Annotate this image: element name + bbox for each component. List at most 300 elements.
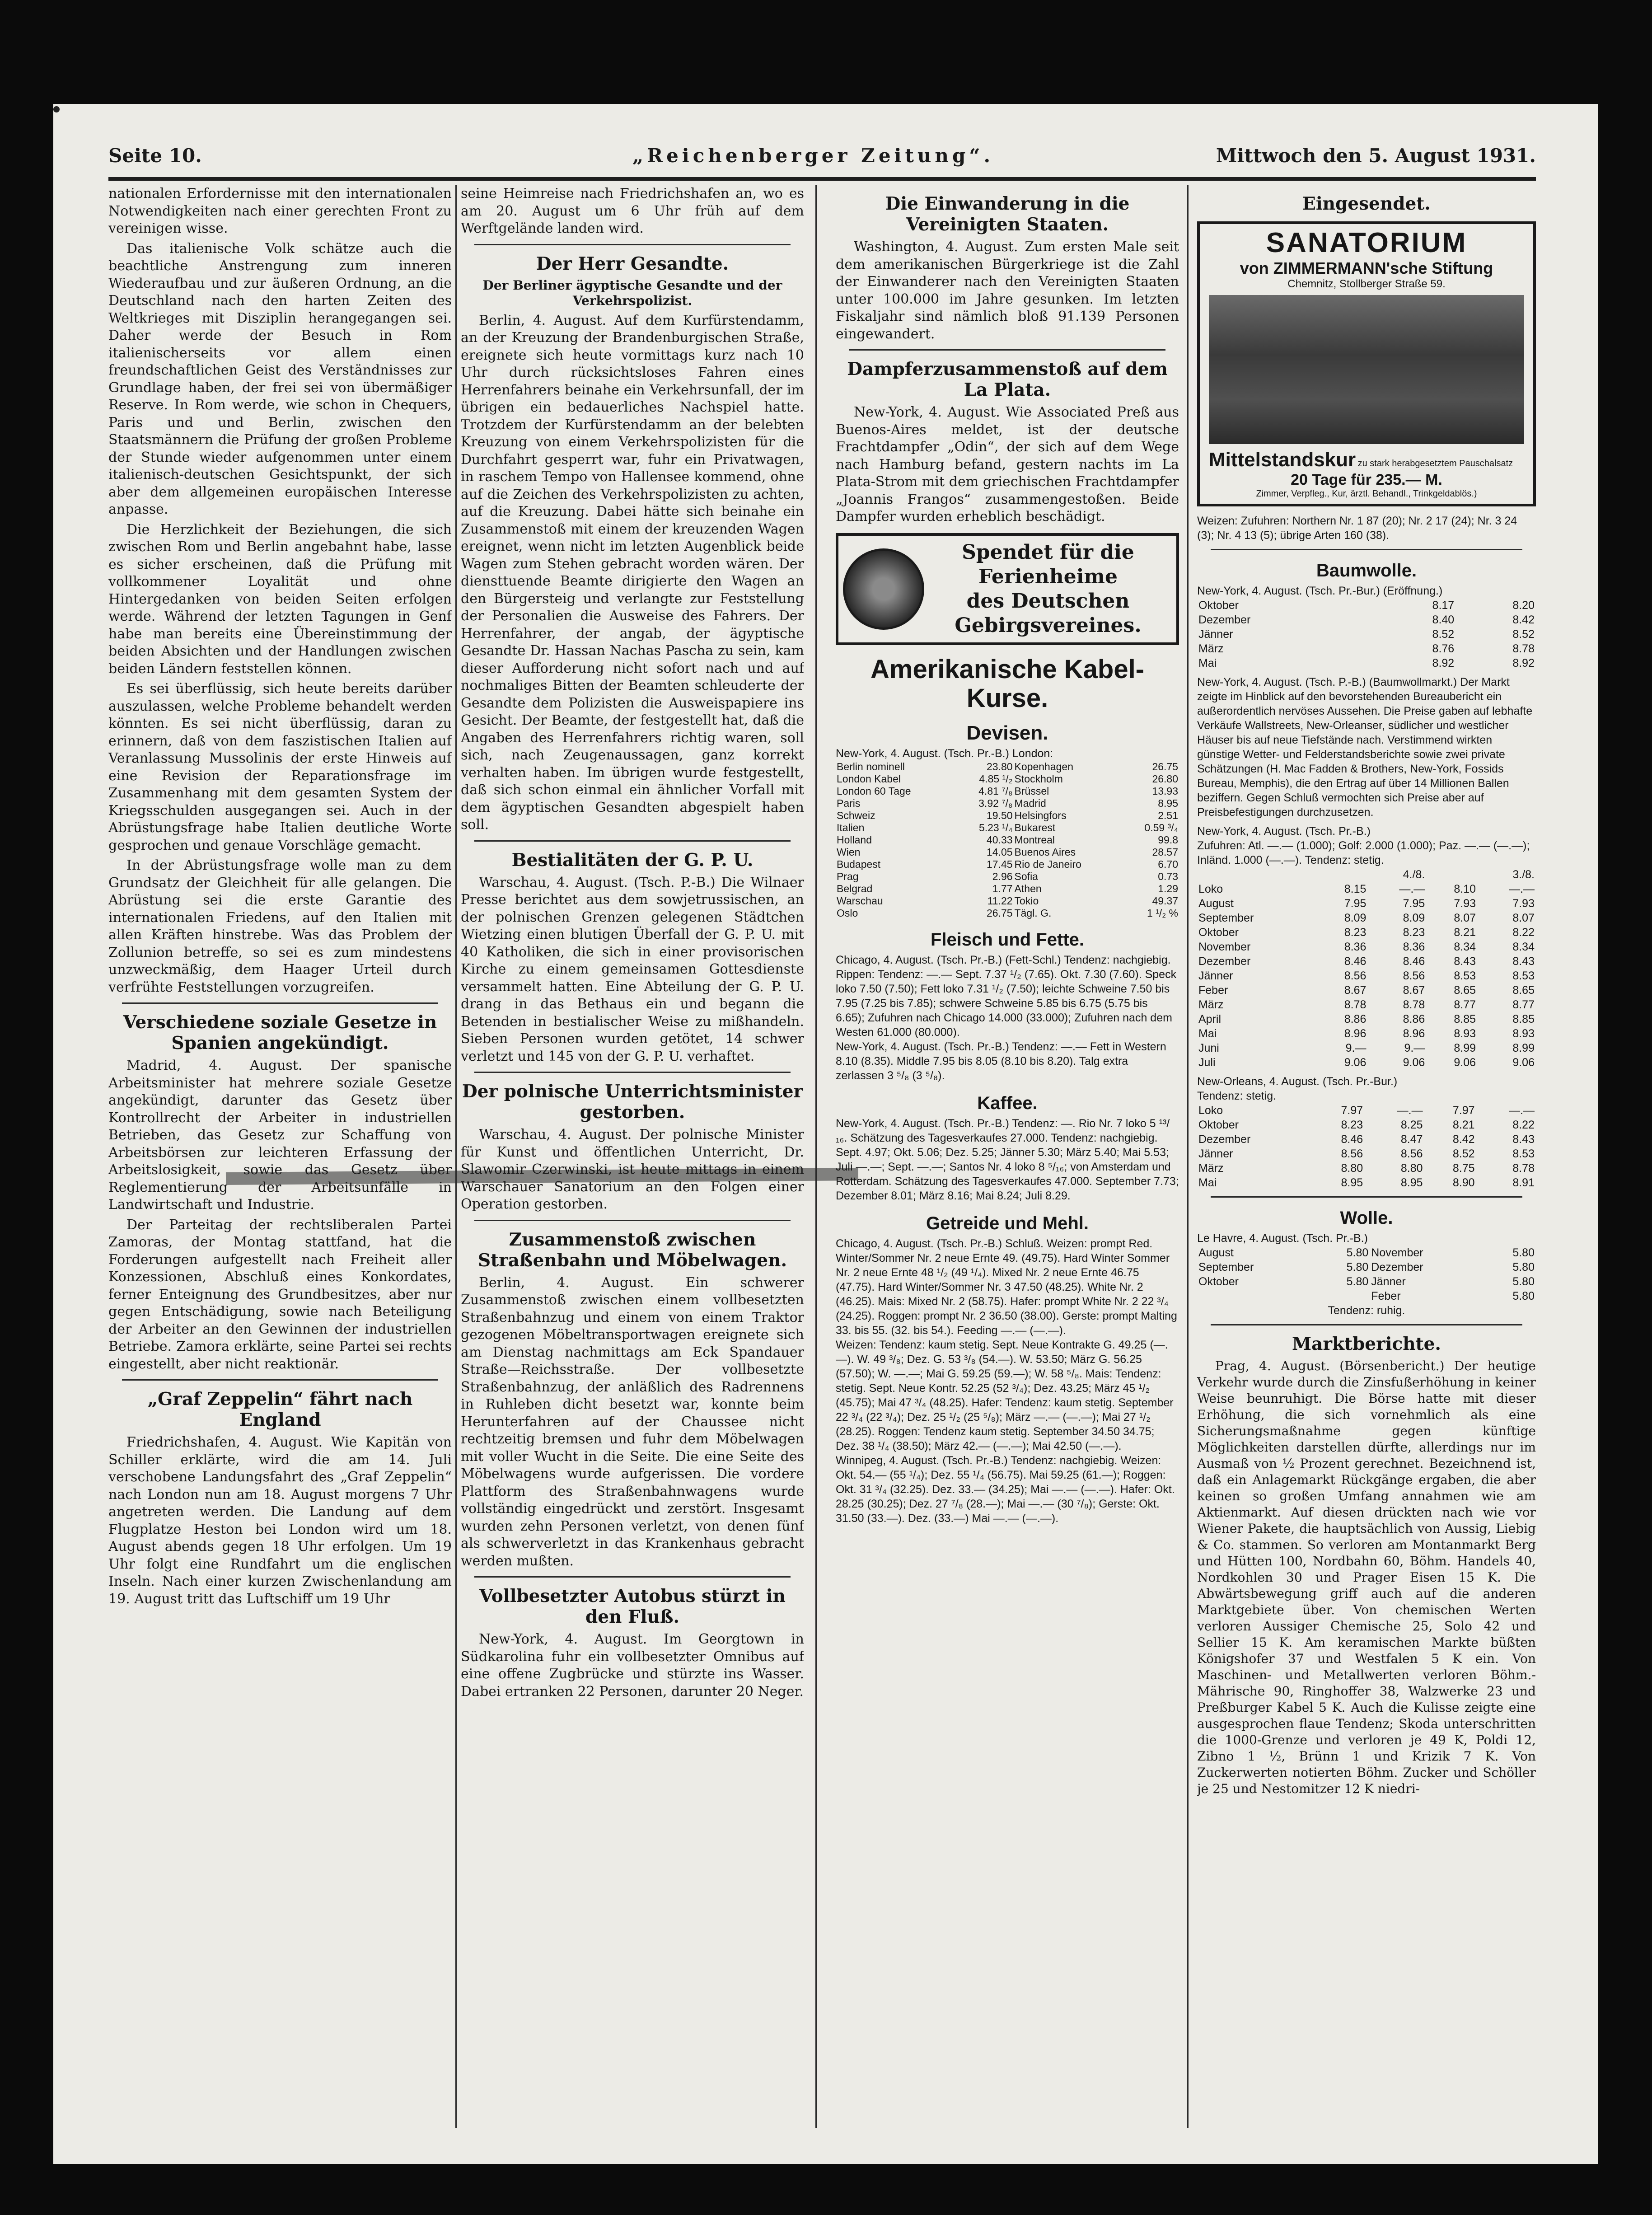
table-cell: Oktober [1198,1275,1239,1288]
table-cell: 3.92 ⁷/₈ [978,797,1013,809]
article-paragraph: Washington, 4. August. Zum ersten Male seit dem amerikanischen Bürgerkriege ist die Zahl der Einwanderer nach den Vereinigten Staaten unter 100.000 im Jahre gesunken. Im letzten Fiskaljahr sind nämlich bloß 91.139 Personen eingewandert. [836,239,1179,342]
article-paragraph: Madrid, 4. August. Der spanische Arbeitsminister hat mehrere soziale Gesetze angekündigt, darunter das Gesetz über Kontrollrecht der Arbeiter in industriellen Betrieben, das Gesetz zur Schaffung von Arbeitsbörsen zur leichteren Erfassung der Arbeitslosigkeit, sowie das Gesetz über Reglementierung der Arbeitsunfälle in Landwirtschaft und Industrie. [108,1058,452,1213]
table-cell: 1.77 [992,882,1013,894]
table-cell: Mai [1198,1027,1217,1040]
table-cell: 4.81 ⁷/₈ [978,785,1013,797]
devisen-header: New-York, 4. August. (Tsch. Pr.-B.) London: [836,747,1053,760]
table-cell: 8.80 [1400,1162,1423,1175]
article-paragraph: New-York, 4. August. Im Georgtown in Südkarolina fuhr ein vollbesetzter Omnibus auf eine offene Zugbrücke und stürzte ins Wasser. Dabei ertranken 22 Personen, darunter 20 Neger. [461,1631,804,1700]
weizen-zufuhren: Weizen: Zufuhren: Northern Nr. 1 87 (20); Nr. 2 17 (24); Nr. 3 24 (3); Nr. 4 13 (5); übrige Arten 160 (38). [1197,515,1517,542]
table-cell: 8.96 [1344,1027,1367,1040]
table-cell: 8.77 [1454,998,1476,1011]
table-cell: Stockholm [1014,773,1063,785]
table-cell: Jänner [1198,1147,1233,1160]
table-cell: 8.23 [1403,926,1425,939]
table-cell: Jänner [1198,969,1233,982]
table-cell: Dezember [1198,613,1251,626]
table-cell: 8.99 [1454,1042,1476,1054]
table-cell: 8.95 [1341,1176,1363,1189]
table-cell: 40.33 [986,834,1013,846]
getreide-report: Chicago, 4. August. (Tsch. Pr.-B.) Schluß. Weizen: prompt Red. Winter/Sommer Nr. 2 neue Ernte 49. (49.75). Hard Winter Sommer Nr. 2 neue Ernte 48 ¹/₂ (49 ¹/₄). Mixed Nr. 2 neue Ernte 46.75 (47.75). Hard Winter/Sommer Nr. 3 47.50 (48.25). White Nr. 2 (46.25). Mais: Mixed Nr. 2 (58.75). Hafer: prompt White Nr. 2 22 ³/₄ (24.25). Roggen: prompt Nr. 2 36.50 (38.00). Gerste: prompt Malting 33. bis 55. (32. bis 54.). Feeding —.— (—.—). [836,1237,1177,1337]
devisen-row [836,822,1179,834]
table-cell: 5.80 [1512,1246,1535,1259]
table-cell: 8.86 [1344,1013,1367,1026]
table-cell: 8.95 [1158,797,1178,809]
baumwolle-header: New-York, 4. August. (Tsch. Pr.-Bur.) (Eröffnung.) [1197,585,1443,597]
baumwolle-row [1197,925,1536,940]
ad-line: des Deutschen [966,589,1130,613]
table-cell: 9.— [1345,1042,1367,1054]
column-divider [1187,185,1189,2128]
table-cell: Dezember [1198,1133,1251,1146]
headline-spain: Verschiedene soziale Gesetze in Spanien angekündigt. [123,1012,437,1054]
table-cell: 8.52 [1452,1147,1475,1160]
table-cell: Paris [837,797,861,809]
devisen-row [836,858,1179,871]
table-cell: 7.93 [1454,897,1476,910]
baumwolle-row [1197,613,1536,627]
table-cell: 23.80 [986,760,1013,773]
sanatorium-building-image [1209,295,1524,444]
table-cell: März [1198,1162,1224,1175]
table-cell: 8.53 [1454,969,1476,982]
article-paragraph: New-York, 4. August. Wie Associated Preß aus Buenos-Aires meldet, ist der deutsche Frachtdampfer „Odin“, der sich auf dem Wege nach Hamburg befand, gestern nachts im La Plata-Strom mit dem griechischen Frachtdampfer „Joannis Frangos“ zusammengestoßen. Beide Dampfer wurden erheblich beschädigt. [836,404,1179,524]
baumwolle-row [1197,954,1536,969]
table-cell: 5.80 [1346,1275,1369,1288]
table-cell: Feber [1198,984,1228,997]
marktberichte-title: Marktberichte. [1292,1334,1441,1354]
sanatorium-kur: Mittelstandskur [1209,449,1356,471]
wolle-row [1197,1246,1536,1260]
table-cell: 8.95 [1400,1176,1423,1189]
table-cell: 5.80 [1512,1290,1535,1302]
devisen-row [836,773,1179,785]
devisen-row [836,785,1179,797]
baumwolle-row [1197,656,1536,670]
baumwolle-row [1197,896,1536,911]
table-cell: November [1371,1246,1423,1259]
article-paragraph: seine Heimreise nach Friedrichshafen an, wo es am 20. August um 6 Uhr früh auf dem Werftgelände landen wird. [461,186,804,236]
table-cell: 8.53 [1512,969,1535,982]
table-cell: 9.06 [1344,1056,1367,1069]
table-cell: Loko [1198,883,1223,895]
table-cell: 5.80 [1512,1275,1535,1288]
table-cell: Athen [1014,882,1042,894]
page-header [108,145,1536,181]
table-cell: 8.52 [1512,628,1535,641]
table-cell: Oktober [1198,599,1239,612]
table-cell: 8.67 [1344,984,1367,997]
baumwolle-ny-zufuhren: Zufuhren: Atl. —.— (1.000); Golf: 2.000 (1.000); Paz. —.— (—.—); Inländ. 1.000 (—.—). Tendenz: stetig. [1197,839,1530,866]
article-paragraph: Warschau, 4. August. (Tsch. P.-B.) Die Wilnaer Presse berichtet aus dem sowjetrussischen, an der polnischen Grenzen gelegenen Städtchen Wietzing einen blutigen Überfall der G. P. U. mit 40 Katholiken, die sich in einer provisorischen Kirche zu einem gemeinsamen Gottesdienste versammelt hatten. Eine Abteilung der G. P. U. drang in das Bethaus ein und begann die Betenden in bestialischer Weise zu mißhandeln. Sieben Personen wurden getötet, 14 schwer verletzt und 145 von der G. P. U. verhaftet. [461,874,804,1064]
table-cell: 26.80 [1152,773,1178,785]
table-cell: Prag [837,870,859,882]
table-cell: 8.34 [1512,941,1535,953]
section-rule [474,1576,791,1578]
issue-date: Mittwoch den 5. August 1931. [1216,145,1536,167]
column-4 [1197,185,1536,1800]
table-cell: 8.78 [1344,998,1367,1011]
table-cell: 8.96 [1403,1027,1425,1040]
ad-line: Ferienheime [978,565,1118,588]
table-cell: 8.21 [1452,1119,1475,1131]
baumwolle-row [1197,1055,1536,1070]
date-col: 4./8. [1403,868,1425,881]
table-cell: 8.77 [1512,998,1535,1011]
getreide-report: Weizen: Tendenz: kaum stetig. Sept. Neue Kontrakte G. 49.25 (—.—). W. 49 ³/₈; Dez. G. 53 ³/₈ (54.—). W. 53.50; März G. 56.25 (57.50); W. —.—; Mai G. 59.25 (59.—); W. 58 ⁵/₈. Mais: Tendenz: stetig. Sept. Neue Kontr. 52.25 (52 ³/₄); Dez. 43.25; März 45 ¹/₂ (45.75); Mai 47 ³/₄ (48.25). Hafer: Tendenz: kaum stetig. September 22 ³/₄ (22 ³/₄); Dez. 25 ¹/₂ (25 ⁵/₈); März —.— (—.—); Mai 27 ¹/₂ (28.25). Roggen: Tendenz kaum stetig. September 34.50 34.75; Dez. 38 ¹/₄ (38.50); März 42.— (—.—); Mai 42.50 (—.—). [836,1338,1174,1452]
devisen-title: Devisen. [966,721,1048,744]
baumwolle-row [1197,1132,1536,1147]
header-rule [108,177,1536,181]
table-cell: 8.36 [1344,941,1367,953]
table-cell: September [1198,1261,1254,1274]
table-cell: 8.85 [1454,1013,1476,1026]
baumwolle-row [1197,997,1536,1012]
wolle-row [1197,1260,1536,1274]
table-cell: 99.8 [1158,834,1178,846]
devisen-row [836,761,1179,773]
table-cell: 8.42 [1452,1133,1475,1146]
table-cell: Italien [837,821,865,834]
table-cell: 8.40 [1432,613,1455,626]
table-cell: 8.07 [1454,912,1476,924]
article-paragraph: Der Parteitag der rechtsliberalen Partei Zamoras, der Montag stattfand, hat die Forderungen aufgestellt nach Freiheit aller Konzessionen, Abschluß eines Konkordates, ferner Enteignung des Grundbesitzes, aber nur gegen Entschädigung, sowie nach Beteiligung der Arbeiter an den Gewinnen der industriellen Betriebe. Zamora erklärte, seine Partei sei rechts eingestellt, aber nicht reaktionär. [108,1217,452,1372]
devisen-row [836,846,1179,858]
gebirgsverein-seal-icon [843,548,924,630]
headline-zeppelin: „Graf Zeppelin“ fährt nach England [147,1389,413,1430]
table-cell: 8.09 [1403,912,1425,924]
table-cell: 7.93 [1512,897,1535,910]
table-cell: 7.97 [1341,1104,1363,1117]
article-paragraph: Berlin, 4. August. Ein schwerer Zusammenstoß zwischen einem vollbesetzten Straßenbahnzug und einem von einem Traktor gezogenen Möbeltransportwagen ereignete sich am Dienstag nachmittags am Eck Spandauer Straße—Reichsstraße. Der vollbesetzte Straßenbahnzug, der anläßlich des Radrennens in Ruhleben dicht besetzt war, konnte beim Herunterfahren auf der Chaussee nicht rechtzeitig bremsen und fuhr dem Möbelwagen mit voller Wucht in die Seite. Die eine Seite des Möbelwagens wurde aufgerissen. Die vordere Plattform des Straßenbahnwagens wurde vollständig eingedrückt und zerstört. Insgesamt wurden zehn Personen verletzt, von denen fünf als schwerverletzt in das Krankenhaus gebracht werden mußten. [461,1274,804,1569]
article-paragraph: In der Abrüstungsfrage wolle man zu dem Grundsatz der Gleichheit für alle gelangen. Die Abrüstung sei die erste Garantie des internationalen Friedens, auf den Italien mit allen Kräften hinstrebe. Was das Problem der Zollunion betreffe, so sei es zum mindestens unzweckmäßig, dem Haager Urteil durch verfrühte Feststellungen vorzugreifen. [108,857,452,995]
section-rule [122,1379,438,1381]
table-cell: Wien [837,846,861,858]
table-cell: 8.25 [1400,1119,1423,1131]
column-3 [836,185,1179,1526]
table-cell: 28.57 [1152,846,1178,858]
sanatorium-subtitle: von ZIMMERMANN'sche Stiftung [1240,259,1493,277]
table-cell: 8.76 [1432,642,1455,655]
article-paragraph: Warschau, 4. August. Der polnische Minister für Kunst und öffentlichen Unterricht, Dr. Slawomir Czerwinski, ist heute mittags in einem Warschauer Sanatorium an den Folgen einer Operation gestorben. [461,1127,804,1212]
table-cell: August [1198,1246,1234,1259]
table-cell: —.— [1399,883,1425,895]
baumwolle-report: New-York, 4. August. (Tsch. P.-B.) (Baumwollmarkt.) Der Markt zeigte im Hinblick auf den bevorstehenden Bureaubericht ein außerordentlich nervöses Aussehen. Die Preise gaben auf lebhafte Verkäufe Wallstreets, New-Orleanser, südlicher und westlicher Häuser bis auf neue Tiefstände nach. Verstimmend wirkten günstige Wetter- und Felderstandsberichte sowie zwei private Schätzungen (H. Mac Fadden & Brothers, New-York, Fossids Bureau, Memphis), die den Ertrag auf über 14 Millionen Ballen beziffern. Gegen Schluß vermochten sich Preise aber auf Preisbefestigungen durchzusetzen. [1197,676,1533,819]
baumwolle-open-table [1197,598,1536,670]
article-paragraph: Berlin, 4. August. Auf dem Kurfürstendamm, an der Kreuzung der Brandenburgischen Straße, ereignete sich heute vormittags kurz nach 10 Uhr durch rücksichtsloses Fahren eines Herrenfahrers beinahe ein Verkehrsunfall, der im übrigen ein bedauerliches Nachspiel hatte. Trotzdem der Kurfürstendamm an der belebten Kreuzung von einem Verkehrspolizisten für die Durchfahrt gesperrt war, fuhr ein Privatwagen, in raschem Tempo von Hallensee kommend, ohne auf die Zeichen des Verkehrspolizisten zu achten, auf die Kreuzung. Dabei hätte sich beinahe ein Zusammenstoß mit einem der kreuzenden Wagen ereignet, wenn nicht im letzten Augenblick beide Wagen zum Stehen gebracht worden wären. Der diensttuende Beamte dirigierte den Wagen an den Bürgersteig und verlangte zur Feststellung der Personalien die Ausweise des Fahrers. Der Herrenfahrer, der angab, der ägyptische Gesandte Dr. Hassan Nachas Pascha zu sein, kam dieser Aufforderung nicht sofort nach und auf nochmaliges Bitten der Beamten schleuderte der Gesandte dem Polizisten die Ausweispapiere ins Gesicht. Der Beamte, der festgestellt hat, daß die Angaben des Herrenfahrers richtig waren, soll sich, nach Zeugenaussagen, ganz korrekt verhalten haben. Im übrigen wurde festgestellt, daß sich schon einmal ein ähnlicher Vorfall mit dem ägyptischen Gesandten abgespielt haben soll. [461,312,804,833]
table-cell: Berlin nominell [837,760,905,773]
table-cell: 8.47 [1400,1133,1423,1146]
table-cell: 26.75 [1152,760,1178,773]
ad-line: Gebirgsvereines. [955,613,1142,637]
baumwolle-title: Baumwolle. [1316,561,1417,581]
table-cell: 9.— [1404,1042,1425,1054]
sanatorium-kur-note: zu stark herabgesetztem Pauschalsatz [1357,459,1513,468]
section-rule [474,244,791,245]
table-cell: 5.80 [1346,1246,1369,1259]
sanatorium-address: Chemnitz, Stollberger Straße 59. [1287,278,1446,290]
getreide-title: Getreide und Mehl. [926,1213,1089,1233]
section-rule [1211,1324,1522,1325]
table-cell: August [1198,897,1234,910]
table-cell: 13.93 [1152,785,1178,797]
table-cell: 8.46 [1403,955,1425,968]
baumwolle-row [1197,1012,1536,1026]
baumwolle-row [1197,969,1536,983]
table-cell: 8.10 [1454,883,1476,895]
table-cell: —.— [1509,883,1535,895]
section-rule [122,1002,438,1004]
table-cell: 8.22 [1512,1119,1535,1131]
table-cell: 8.21 [1454,926,1476,939]
baumwolle-row [1197,983,1536,997]
table-cell: 6.70 [1158,858,1178,870]
column-divider [815,185,817,2128]
section-rule [474,1072,791,1073]
headline-einwanderung: Die Einwanderung in die Vereinigten Staaten. [885,193,1130,235]
baumwolle-row [1197,1161,1536,1175]
subheadline: Der Berliner ägyptische Gesandte und der Verkehrspolizist. [482,277,782,308]
baumwolle-row [1197,1103,1536,1118]
sanatorium-includes: Zimmer, Verpfleg., Kur, ärztl. Behandl., Trinkgeldablös.) [1256,489,1477,499]
table-cell: 8.09 [1344,912,1367,924]
baumwolle-no-table [1197,1103,1536,1190]
table-cell: 8.78 [1512,642,1535,655]
baumwolle-row [1197,1026,1536,1041]
table-cell: 2.96 [992,870,1013,882]
table-cell: 17.45 [986,858,1013,870]
table-cell: 8.17 [1432,599,1455,612]
section-rule [474,840,791,842]
table-cell: 9.06 [1403,1056,1425,1069]
article-paragraph: Das italienische Volk schätze auch die beachtliche Anstrengung zum inneren Wiederaufbau und zur äußeren Ordnung, an die Deutschland nach den harten Zeiten des Weltkrieges mit Disziplin herangegangen sei. Daher werde der Besuch in Rom italienischerseits vor allem einen freundschaftlichen Geist des Verständnisses zur Grundlage haben, der frei sei von übermäßiger Reserve. In Rom werde, wie schon in Chequers, Paris und und Berlin, zwischen den Staatsmännern die Prüfung der großen Probleme der Stunde wieder aufgenommen unter einem italienisch-deutschen Gesichtspunkt, der sich aber dem allgemeinen europäischen Interesse anpasse. [108,240,452,517]
headline-gesandte: Der Herr Gesandte. [536,253,729,274]
article-paragraph: nationalen Erfordernisse mit den internationalen Notwendigkeiten nach einer gerechten Front zu vereinigen wisse. [108,186,452,236]
table-cell [1318,1289,1370,1303]
table-cell: Mai [1198,657,1217,670]
table-cell: Rio de Janeiro [1014,858,1081,870]
devisen-row [836,907,1179,919]
baumwolle-row [1197,1118,1536,1132]
table-cell: 8.56 [1341,1147,1363,1160]
table-cell: Loko [1198,1104,1223,1117]
table-cell: 8.43 [1454,955,1476,968]
article-paragraph: Es sei überflüssig, sich heute bereits darüber auszulassen, welche Probleme behandelt werden könnten. Es sei nicht überflüssig, daran zu erinnern, daß von dem faszistischen Italien auf Veranlassung Mussolinis der erste Hinweis auf eine Revision der Reparationsfrage im Zusammenhang mit dem gesamten System der Kriegsschulden ausgegangen sei. Auch in der Abrüstungsfrage habe Italien deutliche Worte gesprochen und genaue Vorschläge gemacht. [108,681,452,853]
table-cell: 8.43 [1512,1133,1535,1146]
baumwolle-no-tendenz: Tendenz: stetig. [1197,1090,1277,1102]
headline-strassenbahn: Zusammenstoß zwischen Straßenbahn und Möbelwagen. [477,1229,787,1271]
table-cell: Bukarest [1014,821,1056,834]
table-cell: —.— [1509,1104,1535,1117]
table-cell: Montreal [1014,834,1055,846]
table-cell: 8.07 [1512,912,1535,924]
marktbericht-prag: Prag, 4. August. (Börsenbericht.) Der heutige Verkehr wurde durch die Zinsfußerhöhung in keiner Weise beunruhigt. Die Börse hatte mit dieser Erhöhung, die sich vornehmlich als eine Sicherungsmaßnahme gegen künftige Möglichkeiten darstellen dürfte, allerdings nur im Ausmaß von ½ Prozent gerechnet. Bezeichnend ist, daß ein Anlagemarkt Rückgänge ergaben, die aber keinen so großen Umfang annahmen wie am Aktienmarkt. Auf diesen drückten nach wie vor Wiener Pakete, die hauptsächlich von Aussig, Liebig & Co. stammen. So verloren am Montanmarkt Berg und Hütten 100, Nordbahn 60, Böhm. Handels 40, Nordkohlen 30 und Prager Eisen 15 K. Die Abwärtsbewegung griff auch auf die anderen Marktgebiete über. Von chemischen Werten verloren Aussiger Chemische 25, Solo 42 und Sellier 15 K. Am keramischen Markte büßten Königshofer 37 und Westfalen 5 K ein. Von Maschinen- und Metallwerten verloren Böhm.-Mährische 90, Ringhoffer 38, Walzwerke 23 und Preßburger Kabel 5 K. Auch die Kulisse zeigte eine ausgesprochen flaue Tendenz; Skoda unterschritten die 1000-Grenze und verloren je 49 K, Poldi 12, Zibno 1 ½, Brünn 1 und Krizik 7 K. Von Zuckerwerten notierten Böhm. Zucker und Schöller je 25 und Nestomitzer 12 K niedri- [1197,1358,1536,1796]
table-cell [1197,1289,1318,1303]
table-cell: Holland [837,834,872,846]
table-cell: 5.23 ¹/₄ [978,821,1013,834]
table-cell: 8.85 [1512,1013,1535,1026]
article-paragraph: Die Herzlichkeit der Beziehungen, die sich zwischen Rom und Berlin angebahnt habe, lasse es sicher erscheinen, daß die Prüfung mit vollkommener Loyalität und ohne Hintergedanken von beiden Seiten erfolgen werde. Während der letzten Tagungen in Genf habe man bereits eine Übereinstimmung der beiden Absichten und der Handlungen zwischen beiden Ländern feststellen können. [108,521,452,677]
table-cell: 8.53 [1512,1147,1535,1160]
baumwolle-row [1197,1175,1536,1190]
table-cell: Schweiz [837,809,875,821]
baumwolle-row [1197,911,1536,925]
table-cell: 8.65 [1454,984,1476,997]
fleisch-report: Chicago, 4. August. (Tsch. Pr.-B.) (Fett-Schl.) Tendenz: nachgiebig. Rippen: Tendenz: —.— Sept. 7.37 ¹/₂ (7.65). Okt. 7.30 (7.60). Speck loko 7.50 (7.50); Fett loko 7.31 ¹/₂ (7.50); leichte Schweine 7.50 bis 7.95 (7.25 bis 7.85); schwere Schweine 5.85 bis 6.75 (5.75 bis 6.65); Zufuhren nach Chicago 14.000 (33.000); Zufuhren nach dem Westen 61.000 (80.000). [836,953,1177,1039]
table-cell: 8.20 [1512,599,1535,612]
fleisch-report: New-York, 4. August. (Tsch. Pr.-B.) Tendenz: —.— Fett in Western 8.10 (8.35). Middle 7.95 bis 8.05 (8.10 bis 8.20). Talg extra zerlassen 3 ⁵/₈ (3 ⁵/₈). [836,1040,1166,1082]
table-cell: 8.23 [1344,926,1367,939]
table-cell: 0.59 ³/₄ [1144,821,1178,834]
table-cell: 8.36 [1403,941,1425,953]
baumwolle-ny-table [1197,867,1536,1070]
baumwolle-ny-header: New-York, 4. August. (Tsch. Pr.-B.) [1197,825,1371,838]
baumwolle-row [1197,1041,1536,1055]
table-cell: 8.93 [1512,1027,1535,1040]
table-cell: 7.95 [1403,897,1425,910]
table-cell: 19.50 [986,809,1013,821]
table-cell: 8.86 [1403,1013,1425,1026]
table-cell: 14.05 [986,846,1013,858]
eingesendet-heading: Eingesendet. [1302,193,1431,214]
section-rule [474,1220,791,1221]
table-cell: London 60 Tage [837,785,911,797]
table-cell: 8.80 [1341,1162,1363,1175]
table-cell: 8.56 [1403,969,1425,982]
table-cell: 8.92 [1512,657,1535,670]
table-cell: März [1198,642,1224,655]
table-cell: 8.22 [1512,926,1535,939]
scan-dot [53,106,60,112]
table-cell: 8.93 [1454,1027,1476,1040]
ad-line: Spendet für die [962,540,1134,564]
table-cell: 8.92 [1432,657,1455,670]
table-cell: 8.46 [1341,1133,1363,1146]
table-cell: Buenos Aires [1014,846,1076,858]
table-cell: 8.75 [1452,1162,1475,1175]
table-cell: 8.65 [1512,984,1535,997]
table-cell: Oktober [1198,926,1239,939]
table-cell: 8.78 [1403,998,1425,1011]
kaffee-report: New-York, 4. August. (Tsch. Pr.-B.) Tendenz: —. Rio Nr. 7 loko 5 ¹³/₁₆. Schätzung des Tagesverkaufes 27.000. Tendenz: nachgiebig. Sept. 4.97; Okt. 5.06; Dez. 5.25; Jänner 5.30; März 5.40; Mai 5.53; Juli —.—; Sept. —.—; Santos Nr. 4 loko 8 ⁵/₁₆; von Amsterdam und Rotterdam. Schätzung des Tagesverkaufes 47.000. September 7.73; Dezember 8.01; März 8.16; Mai 8.24; Juli 8.29. [836,1117,1179,1202]
table-cell: 9.06 [1512,1056,1535,1069]
table-cell: 26.75 [986,907,1013,919]
table-cell: 2.51 [1158,809,1178,821]
table-cell: Jänner [1198,628,1233,641]
column-divider [455,185,457,2128]
table-cell: 7.95 [1344,897,1367,910]
wolle-header: Le Havre, 4. August. (Tsch. Pr.-B.) [1197,1232,1368,1245]
newspaper-name: „Reichenberger Zeitung“. [632,145,994,167]
kaffee-title: Kaffee. [977,1093,1038,1113]
table-cell: 8.90 [1452,1176,1475,1189]
headline-gpu: Bestialitäten der G. P. U. [511,849,753,871]
table-cell: 4.85 ¹/₂ [979,773,1013,785]
table-cell: 7.97 [1452,1104,1475,1117]
table-cell: 5.80 [1346,1261,1369,1274]
table-cell: 8.42 [1512,613,1535,626]
table-cell: 8.43 [1512,955,1535,968]
table-cell: Dezember [1198,955,1251,968]
table-cell: 8.99 [1512,1042,1535,1054]
table-cell: 11.22 [987,894,1013,907]
baumwolle-row [1197,627,1536,642]
table-cell: Juli [1198,1056,1216,1069]
table-cell: Sofia [1014,870,1038,882]
table-cell: Kopenhagen [1014,760,1074,773]
table-cell: 8.78 [1512,1162,1535,1175]
table-cell: April [1198,1013,1221,1026]
table-cell: —.— [1397,1104,1423,1117]
table-cell: Tägl. G. [1014,907,1052,919]
devisen-row [836,871,1179,883]
table-cell: Belgrad [837,882,873,894]
table-cell: Jänner [1371,1275,1406,1288]
column-2 [461,185,804,1703]
sanatorium-advertisement [1197,221,1536,506]
article-paragraph: Friedrichshafen, 4. August. Wie Kapitän von Schiller erklärte, wird die am 14. Juli verschobene Landungsfahrt des „Graf Zeppelin“ nach London nun am 18. August morgens 7 Uhr angetreten werden. Die Landung auf dem Flugplatze Heston bei London wird um 18. August abends gegen 18 Uhr erfolgen. Um 19 Uhr folgt eine Rundfahrt um die englischen Inseln. Nach einer kurzen Zwischenlandung am 19. August tritt das Luftschiff um 19 Uhr [108,1434,452,1607]
table-cell: 5.80 [1512,1261,1535,1274]
headline-autobus: Vollbesetzter Autobus stürzt in den Fluß. [479,1586,786,1627]
baumwolle-row [1197,940,1536,954]
table-cell: Oktober [1198,1119,1239,1131]
table-cell: 8.91 [1512,1176,1535,1189]
wolle-table [1197,1246,1536,1303]
table-cell: Budapest [837,858,881,870]
table-cell: 1.29 [1158,882,1178,894]
table-cell: 1 ¹/₂ % [1147,907,1178,919]
table-cell: 0.73 [1158,870,1178,882]
table-cell: London Kabel [837,773,901,785]
table-cell: 8.56 [1400,1147,1423,1160]
kurse-title: Amerikanische Kabel-Kurse. [870,654,1145,713]
table-cell: Madrid [1014,797,1046,809]
devisen-row [836,834,1179,846]
table-cell: Warschau [837,894,883,907]
baumwolle-row [1197,1147,1536,1161]
table-cell: Mai [1198,1176,1217,1189]
baumwolle-row [1197,642,1536,656]
getreide-report: Winnipeg, 4. August. (Tsch. Pr.-B.) Tendenz: nachgiebig. Weizen: Okt. 54.— (55 ¹/₄); Dez. 55 ¹/₄ (56.75). Mai 59.25 (61.—); Roggen: Okt. 31 ³/₄ (32.25). Dez. 33.— (34.25); Mai —.— (—.—). Hafer: Okt. 28.25 (30.25); Dez. 27 ⁷/₈ (28.—); Mai —.— (30 ⁷/₈); Gerste: Okt. 31.50 (33.—). Dez. (33.—) Mai —.— (—.—). [836,1454,1175,1525]
baumwolle-row [1197,882,1536,896]
table-cell: 49.37 [1152,894,1178,907]
devisen-row [836,883,1179,895]
section-rule [1211,549,1522,550]
table-cell: Dezember [1371,1261,1423,1274]
table-cell: 8.23 [1341,1119,1363,1131]
table-cell: Brüssel [1014,785,1049,797]
table-cell: 8.46 [1344,955,1367,968]
baumwolle-row [1197,598,1536,613]
devisen-table [836,761,1179,919]
section-rule [849,349,1165,351]
table-cell: November [1198,941,1251,953]
table-cell: Juni [1198,1042,1219,1054]
table-cell: Feber [1371,1290,1401,1302]
wolle-title: Wolle. [1340,1208,1393,1228]
wolle-tendenz: Tendenz: ruhig. [1328,1304,1405,1317]
table-cell: März [1198,998,1224,1011]
headline-minister: Der polnische Unterrichtsminister gestorben. [462,1081,803,1123]
table-cell: Tokio [1014,894,1039,907]
wolle-row [1197,1274,1536,1289]
table-cell: 8.15 [1344,883,1367,895]
date-col: 3./8. [1512,868,1535,881]
table-cell: 8.56 [1344,969,1367,982]
table-cell: 8.67 [1403,984,1425,997]
column-1 [108,185,452,1611]
baumwolle-no-header: New-Orleans, 4. August. (Tsch. Pr.-Bur.) [1197,1075,1398,1088]
